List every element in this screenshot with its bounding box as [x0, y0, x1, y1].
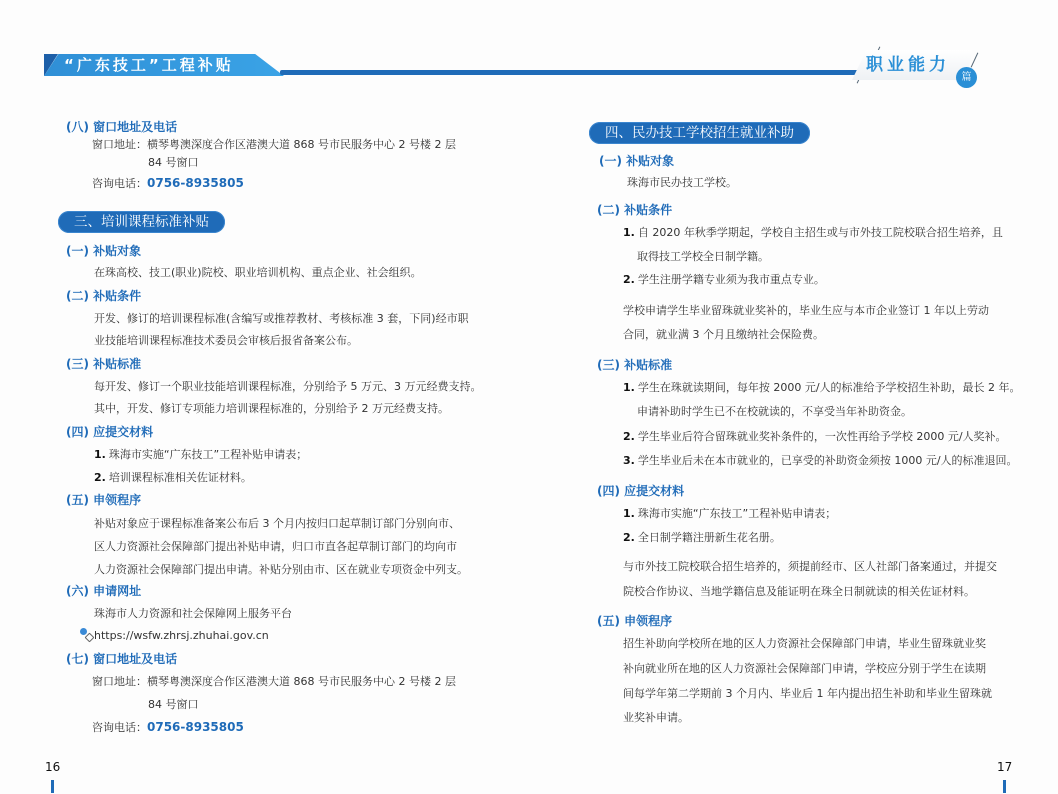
- section-heading: (七) 窗口地址及电话: [66, 652, 178, 666]
- body-text: 珠海市民办技工学校。: [627, 176, 737, 189]
- address-value: 横琴粤澳深度合作区港澳大道 868 号市民服务中心 2 号楼 2 层: [147, 138, 456, 151]
- numbered-item: 1. 学生在珠就读期间，每年按 2000 元/人的标准给予学校招生补助，最长 2 年。: [623, 381, 1021, 394]
- section-heading: (三) 补贴标准: [66, 357, 142, 371]
- section-heading: (三) 补贴标准: [597, 358, 673, 372]
- section-heading: (四) 应提交材料: [597, 484, 685, 498]
- url-row: [80, 625, 269, 647]
- numbered-item: 2. 培训课程标准相关佐证材料。: [94, 471, 252, 484]
- body-text: 区人力资源社会保障部门提出补贴申请，归口市直各起草制订部门的均向市: [94, 540, 457, 553]
- body-text: 在珠高校、技工(职业)院校、职业培训机构、重点企业、社会组织。: [94, 266, 422, 279]
- page-number: 16: [45, 760, 61, 774]
- body-text: 学校申请学生毕业留珠就业奖补的，毕业生应与本市企业签订 1 年以上劳动: [623, 304, 989, 317]
- section-title-pill: 三、培训课程标准补贴: [58, 211, 225, 233]
- body-text: 与市外技工院校联合招生培养的，须提前经市、区人社部门备案通过，并提交: [623, 560, 997, 573]
- phone-label: 咨询电话：: [92, 177, 147, 190]
- body-text: 补贴对象应于课程标准备案公布后 3 个月内按归口起草制订部门分别向市、: [94, 517, 460, 530]
- address-row: [92, 671, 456, 693]
- page-number: 17: [997, 760, 1013, 774]
- body-text: 珠海市人力资源和社会保障网上服务平台: [94, 607, 292, 620]
- body-text: 业技能培训课程标准技术委员会审核后报省备案公布。: [94, 334, 358, 347]
- phone-number[interactable]: 0756-8935805: [147, 720, 244, 734]
- section-heading: (五) 申领程序: [597, 614, 673, 628]
- numbered-item-continuation: 申请补助时学生已不在校就读的，不享受当年补助资金。: [637, 405, 912, 418]
- body-text: 每开发、修订一个职业技能培训课程标准，分别给予 5 万元、3 万元经费支持。: [94, 380, 482, 393]
- right-page: [529, 0, 1058, 794]
- phone-row: [92, 172, 244, 195]
- section-title-pill: 四、民办技工学校招生就业补助: [589, 122, 810, 144]
- page-number-bar: [1003, 780, 1006, 793]
- header-right-title: 职业能力: [866, 55, 950, 75]
- header-left-title: “广东技工”工程补贴: [64, 56, 234, 74]
- body-text: 补向就业所在地的区人力资源社会保障部门申请，学校应分别于学生在读期: [623, 662, 986, 675]
- link-icon: [80, 628, 92, 640]
- body-text: 招生补助向学校所在地的区人力资源社会保障部门申请，毕业生留珠就业奖: [623, 637, 986, 650]
- phone-number[interactable]: 0756-8935805: [147, 176, 244, 190]
- section-heading: (八) 窗口地址及电话: [66, 120, 178, 134]
- body-text: 间每学年第二学期前 3 个月内、毕业后 1 年内提出招生补助和毕业生留珠就: [623, 687, 992, 700]
- header-right-badge: 篇: [956, 67, 977, 88]
- numbered-item-continuation: 取得技工学校全日制学籍。: [637, 250, 769, 263]
- numbered-item: 2. 全日制学籍注册新生花名册。: [623, 531, 781, 544]
- section-heading: (六) 申请网址: [66, 584, 142, 598]
- numbered-item: 1. 珠海市实施“广东技工”工程补贴申请表；: [94, 448, 308, 461]
- numbered-item: 2. 学生毕业后符合留珠就业奖补条件的，一次性再给予学校 2000 元/人奖补。: [623, 430, 1007, 443]
- body-text: 开发、修订的培训课程标准(含编写或推荐教材、考核标准 3 套，下同)经市职: [94, 312, 469, 325]
- numbered-item: 1. 自 2020 年秋季学期起，学校自主招生或与市外技工院校联合招生培养，且: [623, 226, 1003, 239]
- body-text: 业奖补申请。: [623, 711, 689, 724]
- section-heading: (二) 补贴条件: [66, 289, 142, 303]
- body-text: 院校合作协议、当地学籍信息及能证明在珠全日制就读的相关佐证材料。: [623, 585, 975, 598]
- address-label: 窗口地址：: [92, 138, 147, 151]
- section-heading: (五) 申领程序: [66, 493, 142, 507]
- address-value: 横琴粤澳深度合作区港澳大道 868 号市民服务中心 2 号楼 2 层: [147, 675, 456, 688]
- numbered-item: 2. 学生注册学籍专业须为我市重点专业。: [623, 273, 825, 286]
- phone-label: 咨询电话：: [92, 721, 147, 734]
- body-text: 合同，就业满 3 个月且缴纳社会保险费。: [623, 328, 824, 341]
- section-heading: (一) 补贴对象: [66, 244, 142, 258]
- section-heading: (四) 应提交材料: [66, 425, 154, 439]
- numbered-item: 3. 学生毕业后未在本市就业的，已享受的补助资金须按 1000 元/人的标准退回。: [623, 454, 1018, 467]
- address-continuation: 84 号窗口: [148, 698, 199, 711]
- numbered-item: 1. 珠海市实施“广东技工”工程补贴申请表；: [623, 507, 837, 520]
- section-heading: (一) 补贴对象: [599, 154, 675, 168]
- address-continuation: 84 号窗口: [148, 156, 199, 169]
- page-number-bar: [51, 780, 54, 793]
- body-text: 人力资源社会保障部门提出申请。补贴分别由市、区在就业专项资金中列支。: [94, 563, 468, 576]
- address-label: 窗口地址：: [92, 675, 147, 688]
- phone-row: [92, 716, 244, 739]
- section-heading: (二) 补贴条件: [597, 203, 673, 217]
- application-url-link[interactable]: https://wsfw.zhrsj.zhuhai.gov.cn: [94, 629, 269, 642]
- address-row: [92, 134, 456, 156]
- body-text: 其中，开发、修订专项能力培训课程标准的，分别给予 2 万元经费支持。: [94, 402, 449, 415]
